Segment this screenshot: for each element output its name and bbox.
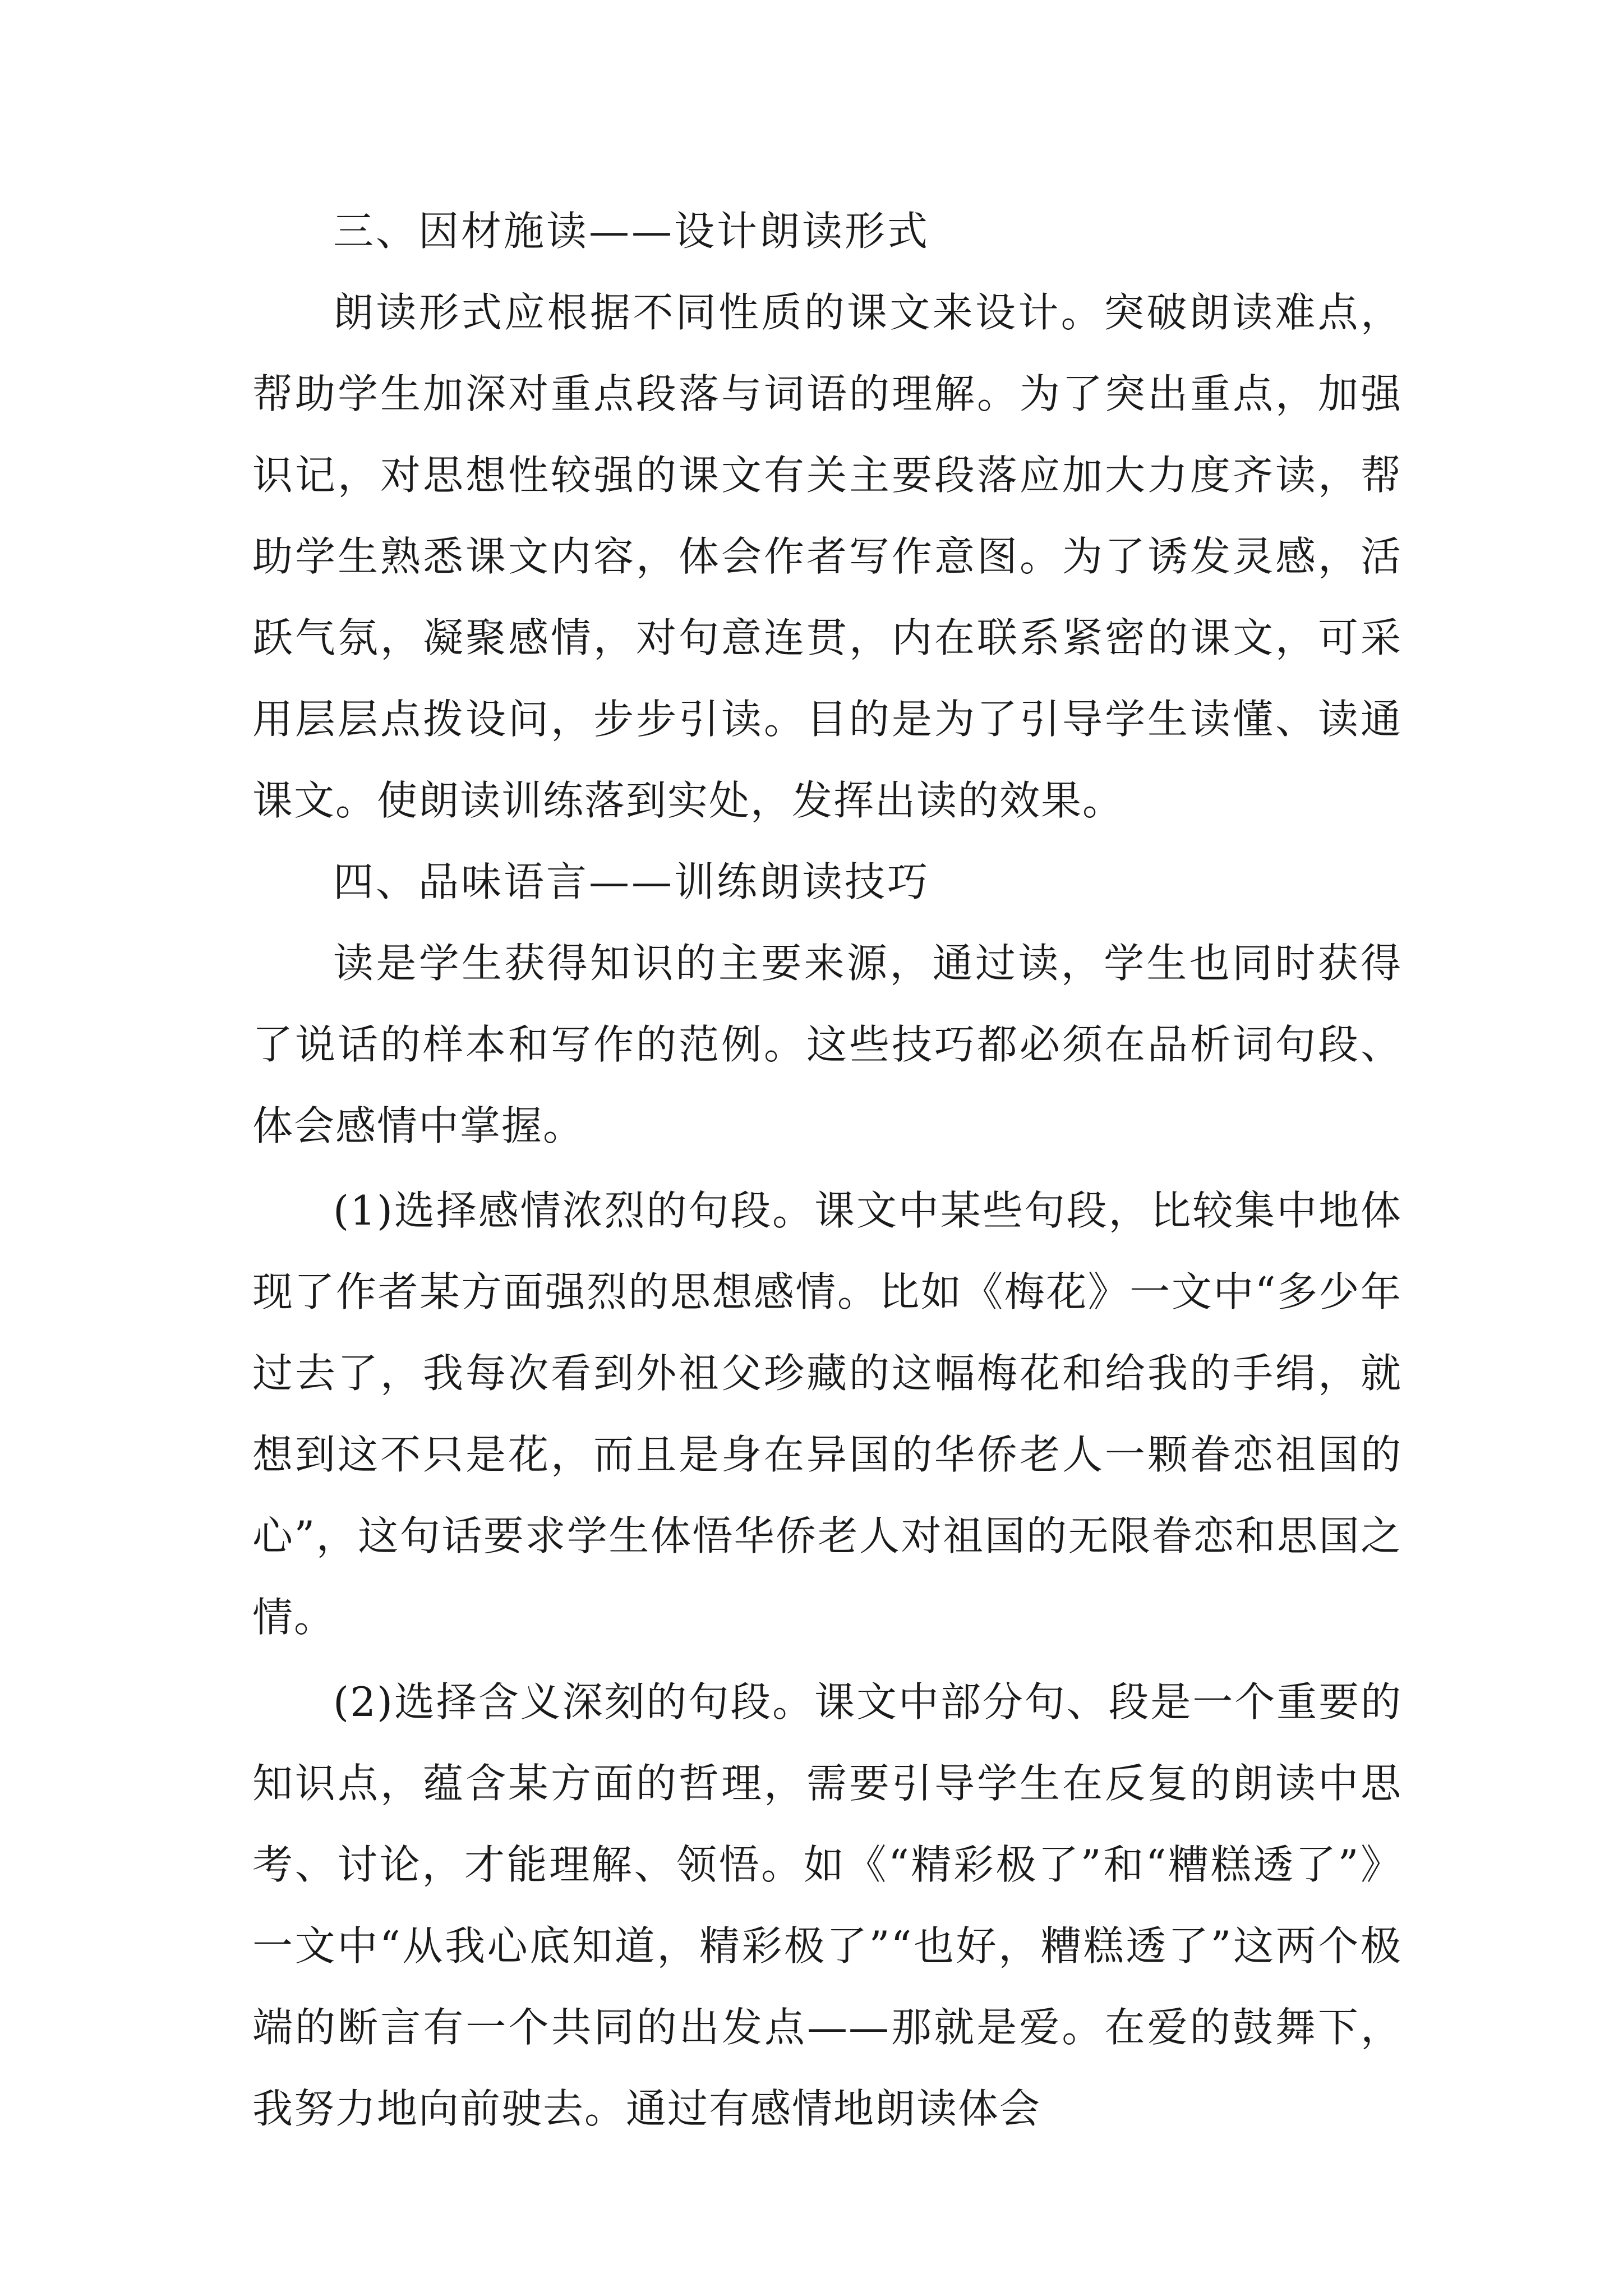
section-heading-4: 四、品味语言——训练朗读技巧	[333, 858, 930, 905]
paragraph-reading-sources: 读是学生获得知识的主要来源，通过读，学生也同时获得了说话的样本和写作的范例。这些技巧都必须在品析词句段、体会感情中掌握。	[252, 940, 1402, 1149]
document-body	[252, 191, 1402, 2150]
section-heading-3: 三、因材施读——设计朗读形式	[333, 208, 930, 255]
paragraph-reading-forms: 朗读形式应根据不同性质的课文来设计。突破朗读难点，帮助学生加深对重点段落与词语的理解。为了突出重点，加强识记，对思想性较强的课文有关主要段落应加大力度齐读，帮助学生熟悉课文内容，体会作者写作意图。为了诱发灵感，活跃气氛，凝聚感情，对句意连贯，内在联系紧密的课文，可采用层层点拨设问，步步引读。目的是为了引导学生读懂、读通课文。使朗读训练落到实处，发挥出读的效果。	[252, 289, 1402, 824]
paragraph-emotional-passages: (1)选择感情浓烈的句段。课文中某些句段，比较集中地体现了作者某方面强烈的思想感情。比如《梅花》一文中“多少年过去了，我每次看到外祖父珍藏的这幅梅花和给我的手绢，就想到这不只是花，而且是身在异国的华侨老人一颗眷恋祖国的心”，这句话要求学生体悟华侨老人对祖国的无限眷恋和思国之情。	[252, 1187, 1402, 1641]
paragraph-profound-passages: (2)选择含义深刻的句段。课文中部分句、段是一个重要的知识点，蕴含某方面的哲理，需要引导学生在反复的朗读中思考、讨论，才能理解、领悟。如《“精彩极了”和“糟糕透了”》一文中“从我心底知道，精彩极了”“也好，糟糕透了”这两个极端的断言有一个共同的出发点——那就是爱。在爱的鼓舞下，我努力地向前驶去。通过有感情地朗读体会	[252, 1678, 1402, 2132]
